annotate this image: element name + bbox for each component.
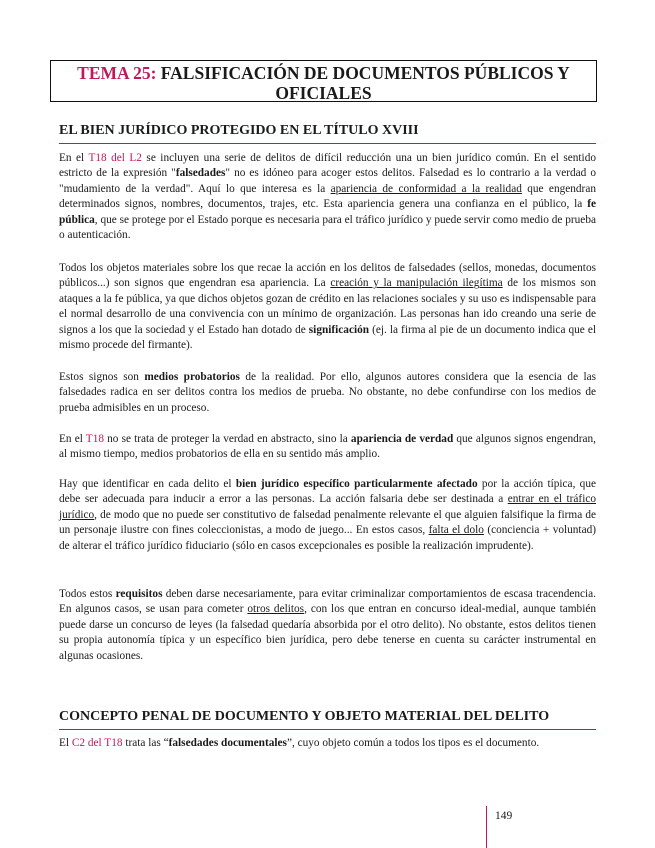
paragraph-3: Estos signos son medios probatorios de la realidad. Por ello, algunos autores considera que la esencia de las falsedades radica en ser delitos contra los medios de prueba. No obstante, no debe confundirse con los medios de prueba admisibles en un proceso.	[59, 371, 596, 414]
section-heading-concepto-penal: CONCEPTO PENAL DE DOCUMENTO Y OBJETO MATERIAL DEL DELITO	[59, 709, 596, 730]
legal-reference: T18	[85, 433, 104, 445]
page-number-rule	[486, 806, 487, 848]
legal-reference: T18 del L2	[88, 152, 142, 164]
tema-label: TEMA 25:	[77, 63, 157, 83]
chapter-title	[50, 60, 597, 102]
paragraph-4: En el T18 no se trata de proteger la verdad en abstracto, sino la apariencia de verdad que algunos signos engendran, al mismo tiempo, medios probatorios de ella en su sentido más amplio.	[59, 433, 597, 461]
paragraph-6: Todos estos requisitos deben darse necesariamente, para evitar criminalizar comportamientos de escasa tracendencia. En algunos casos, se usan para cometer otros delitos, con los que entran en concurso ideal-medial, aunque también puede darse un concurso de leyes (la falsedad quedaría absorbida por el otro delito). No obstante, estos delitos tienen su propia autonomía típica y un específico bien jurídica, pero debe tenerse en cuenta su carácter instrumental en algunas ocasiones.	[59, 588, 596, 662]
legal-reference: C2 del T18	[71, 737, 123, 749]
page-number: 149	[495, 810, 513, 822]
paragraph-7: El C2 del T18 trata las “falsedades documentales”, cuyo objeto común a todos los tipos es el documento.	[59, 737, 540, 749]
paragraph-5: Hay que identificar en cada delito el bien jurídico específico particularmente afectado por la acción típica, que debe ser adecuada para inducir a error a las personas. La acción falsaria debe ser destinada a entrar en el tráfico jurídico, de modo que no puede ser constitutivo de falsedad penalmente relevante el que alguien falsifique la firma de un personaje ilustre con fines coleccionistas, a modo de juego... En estos casos, falta el dolo (conciencia + voluntad) de alterar el tráfico jurídico fiduciario (sólo en casos excepcionales es posible la realización imprudente).	[59, 478, 596, 552]
paragraph-2: Todos los objetos materiales sobre los que recae la acción en los delitos de falsedades (sellos, monedas, documentos públicos...) son signos que engendran esa apariencia. La creación y la manipulación ilegítima de los mismos son ataques a la fe pública, ya que dichos objetos gozan de crédito en las relaciones sociales y su uso es indispensable para el normal desarrollo de una convivencia con un mínimo de organización. Las personas han ido creando una serie de signos a los que la sociedad y el Estado han dotado de significación (ej. la firma al pie de un documento indica que el mismo procede del firmante).	[59, 262, 597, 352]
paragraph-1: En el T18 del L2 se incluyen una serie de delitos de difícil reducción una un bien jurídico común. En el sentido estricto de la expresión "falsedades" no es idóneo para acoger estos delitos. Falsedad es lo contrario a la verdad o "mudamiento de la verdad". Aquí lo que interesa es la apariencia de conformidad a la realidad que engendran determinados signos, nombres, documentos, trajes, etc. Esta apariencia genera una confianza en el público, la fe pública, que se protege por el Estado porque es necesaria para el tráfico jurídico y puede servir como medio de prueba o autenticación.	[59, 152, 596, 242]
section-heading-bien-juridico: EL BIEN JURÍDICO PROTEGIDO EN EL TÍTULO XVIII	[59, 123, 596, 144]
chapter-title-text: FALSIFICACIÓN DE DOCUMENTOS PÚBLICOS Y OFICIALES	[160, 63, 570, 103]
